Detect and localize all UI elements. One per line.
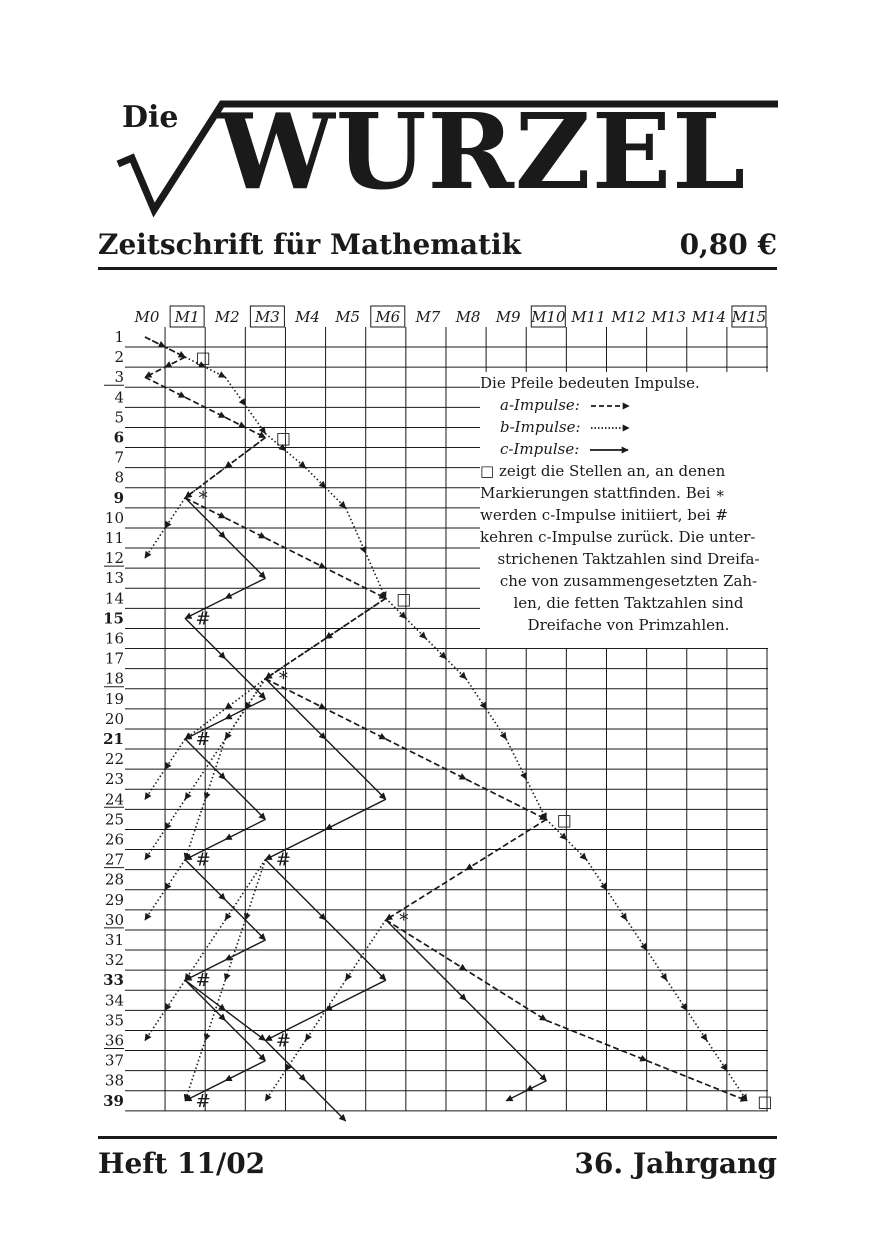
c-impulse-segment	[185, 860, 265, 940]
row-label: 19	[104, 689, 124, 708]
square-marker: □	[275, 428, 291, 448]
column-label: M9	[495, 308, 521, 326]
row-label: 24	[104, 790, 124, 809]
volume-year: 36. Jahrgang	[574, 1147, 777, 1180]
row-label: 27	[104, 850, 124, 869]
row-label: 17	[104, 649, 124, 668]
legend-c	[480, 438, 777, 460]
legend-text-2: Markierungen stattfinden. Bei ∗	[480, 484, 726, 502]
row-label: 7	[114, 448, 124, 467]
legend-b	[480, 416, 777, 438]
b-impulse-arrow	[727, 1071, 747, 1101]
row-label: 9	[113, 488, 124, 507]
b-impulse-arrow	[265, 1071, 285, 1101]
b-impulse-arrow	[526, 779, 546, 819]
legend	[480, 372, 777, 648]
b-impulse-arrow	[486, 709, 506, 739]
row-label: 34	[104, 991, 124, 1010]
star-marker: *	[399, 909, 409, 931]
row-label: 23	[104, 770, 124, 789]
column-label: M6	[375, 308, 401, 326]
row-label: 11	[104, 529, 124, 547]
star-marker: *	[278, 668, 288, 690]
column-label: M2	[214, 308, 240, 326]
a-impulse-sample-icon	[589, 401, 635, 411]
c-impulse-segment	[185, 498, 265, 578]
legend-a	[480, 394, 777, 416]
column-label: M8	[455, 308, 481, 326]
row-label: 31	[104, 931, 124, 949]
hash-marker: #	[195, 608, 211, 630]
row-label: 13	[104, 569, 124, 588]
column-label: M4	[295, 308, 320, 326]
row-label: 39	[103, 1091, 124, 1110]
hash-marker: #	[195, 729, 211, 750]
c-impulse-segment	[386, 920, 547, 1081]
column-label: M5	[335, 308, 361, 326]
square-marker: □	[195, 348, 211, 368]
a-impulse-segment	[386, 739, 547, 819]
column-label: M13	[651, 308, 686, 326]
row-label: 37	[104, 1051, 124, 1070]
column-label: M1	[174, 308, 200, 326]
row-label: 12	[104, 549, 124, 568]
c-impulse-segment	[185, 980, 265, 1060]
magazine-title: WURZEL	[218, 90, 747, 213]
row-label: 38	[104, 1071, 124, 1090]
row-label: 4	[114, 388, 124, 407]
b-impulse-arrow	[245, 405, 265, 433]
column-label: M14	[691, 308, 727, 326]
row-label: 22	[104, 750, 124, 769]
row-label: 36	[104, 1031, 124, 1050]
footer-rule	[98, 1136, 777, 1139]
c-impulse-segment	[265, 1041, 345, 1121]
column-labels	[134, 306, 767, 327]
row-label: 2	[114, 348, 124, 367]
hash-marker: #	[195, 970, 211, 992]
row-label: 8	[114, 468, 124, 487]
legend-intro: Die Pfeile bedeuten Impulse.	[480, 374, 700, 392]
logo-die: Die	[122, 100, 179, 135]
row-label: 15	[103, 609, 124, 628]
square-marker: □	[757, 1091, 773, 1111]
a-impulse-segment	[185, 498, 265, 538]
legend-text-5: strichenen Taktzahlen sind Dreifa-	[497, 550, 760, 568]
b-impulse-arrow	[506, 739, 526, 779]
price: 0,80 €	[679, 228, 777, 261]
b-impulse-arrow	[205, 367, 225, 377]
legend-text-7: len, die fetten Taktzahlen sind	[513, 594, 744, 612]
row-label: 20	[104, 709, 124, 728]
b-impulse-arrow	[145, 1010, 165, 1040]
row-label: 35	[104, 1011, 124, 1030]
b-impulse-arrow	[145, 829, 165, 859]
b-impulse-arrow	[606, 890, 626, 920]
b-impulse-sample-icon	[589, 423, 635, 433]
column-label: M15	[731, 308, 767, 326]
b-impulse-arrow	[145, 769, 165, 799]
b-impulse-arrow	[145, 890, 165, 920]
row-label: 3	[114, 368, 124, 387]
row-labels	[103, 328, 124, 1110]
row-label: 18	[104, 669, 124, 688]
hash-marker: #	[195, 1090, 211, 1112]
row-label: 5	[114, 408, 124, 427]
row-label: 10	[104, 508, 124, 527]
legend-text-8: Dreifache von Primzahlen.	[527, 616, 730, 634]
column-label: M12	[611, 308, 646, 326]
b-impulse-arrow	[647, 950, 667, 980]
row-label: 28	[104, 870, 124, 889]
hash-marker: #	[275, 849, 291, 871]
row-label: 33	[103, 971, 124, 990]
magazine-subtitle: Zeitschrift für Mathematik	[98, 228, 521, 261]
legend-text-4: kehren c-Impulse zurück. Die unter-	[480, 528, 756, 546]
square-marker: □	[396, 589, 412, 609]
row-label: 30	[104, 910, 124, 929]
legend-c-label: c-Impulse:	[500, 440, 580, 458]
issue-number: Heft 11/02	[98, 1147, 266, 1180]
hash-marker: #	[195, 849, 211, 871]
c-impulse-segment	[185, 618, 265, 698]
legend-text-1: □ zeigt die Stellen an, an denen	[480, 462, 726, 480]
row-label: 6	[113, 428, 124, 447]
c-impulse-segment	[185, 739, 265, 819]
legend-a-label: a-Impulse:	[500, 396, 580, 414]
legend-text-3: werden c-Impulse initiiert, bei #	[480, 506, 728, 524]
row-label: 29	[104, 890, 124, 909]
star-marker: *	[198, 487, 208, 509]
hash-marker: #	[275, 1030, 291, 1052]
row-label: 21	[103, 730, 124, 748]
b-impulse-arrow	[145, 528, 165, 558]
legend-b-label: b-Impulse:	[500, 418, 581, 436]
legend-text-6: che von zusammengesetzten Zah-	[499, 572, 758, 590]
column-label: M3	[254, 308, 280, 326]
column-label: M7	[415, 308, 441, 326]
column-label: M11	[571, 308, 606, 326]
row-label: 1	[114, 328, 124, 346]
row-label: 32	[104, 951, 124, 970]
square-marker: □	[556, 810, 572, 830]
column-label: M10	[531, 308, 566, 326]
row-label: 25	[104, 810, 124, 829]
row-label: 26	[104, 830, 124, 849]
c-impulse-sample-icon	[588, 445, 634, 455]
row-label: 14	[104, 589, 124, 608]
b-impulse-arrow	[687, 1010, 707, 1040]
column-label: M0	[134, 308, 160, 326]
row-label: 16	[104, 629, 124, 648]
b-impulse-segment	[185, 860, 265, 981]
